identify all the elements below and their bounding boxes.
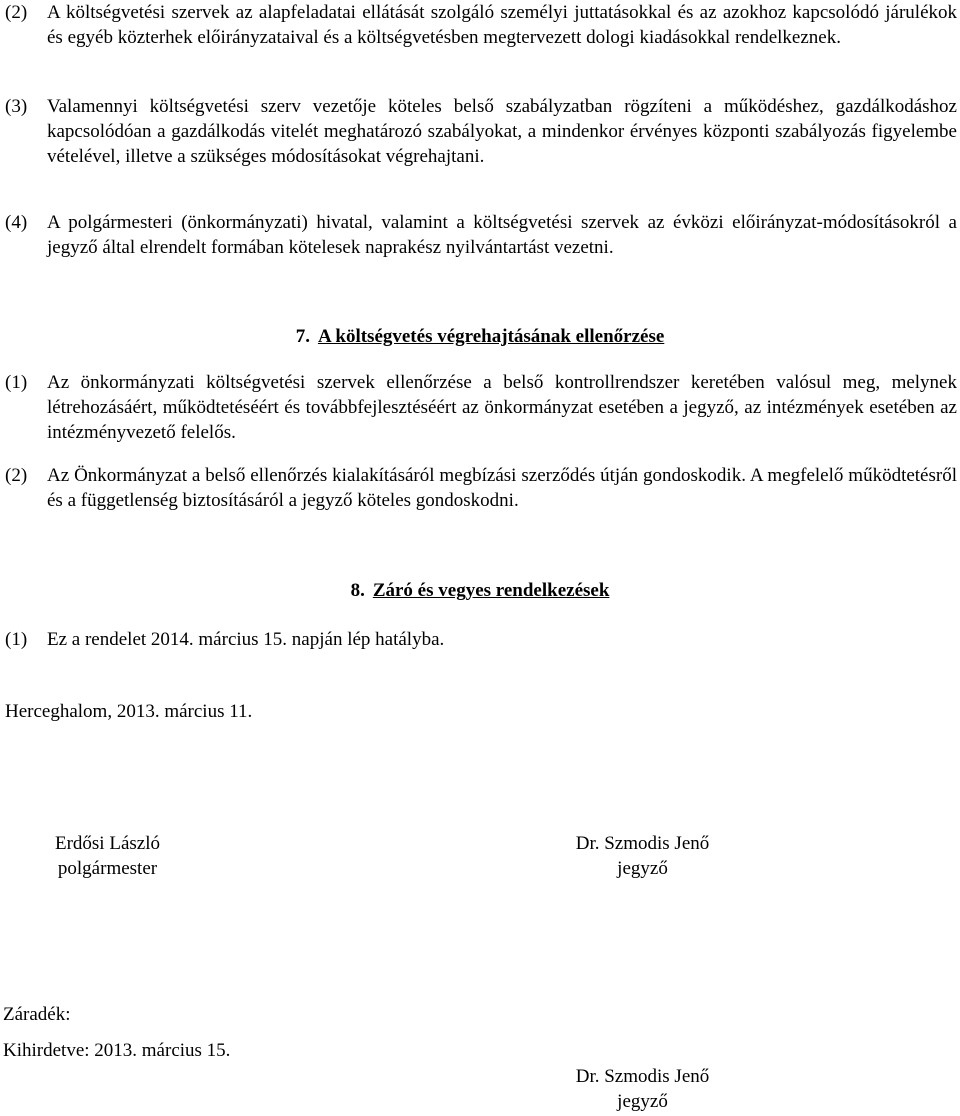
paragraph-text: Ez a rendelet 2014. március 15. napján lép hatályba. <box>47 629 445 650</box>
paragraph-number: (1) <box>5 629 28 650</box>
signer-title: polgármester <box>57 858 158 879</box>
section-title: A költségvetés végrehajtásának ellenőrzése <box>317 326 665 347</box>
clause-label: Záradék: <box>3 1004 71 1025</box>
paragraph-text: Az Önkormányzat a belső ellenőrzés kialakításáról megbízási szerződés útján gondoskodik. A megfelelő működtetésről és a függetlenség biztosításáról a jegyző köteles gondoskodni. <box>47 465 957 511</box>
section-8-heading <box>0 578 960 603</box>
section-8-paragraph-1 <box>5 627 957 652</box>
signature-right <box>555 831 730 881</box>
signer-title: jegyző <box>617 858 668 879</box>
paragraph-2 <box>5 0 957 50</box>
section-7-paragraph-2 <box>5 463 957 513</box>
paragraph-4 <box>5 210 957 260</box>
paragraph-3 <box>5 94 957 169</box>
section-7-heading <box>0 324 960 349</box>
section-7-paragraph-1 <box>5 370 957 445</box>
clause-signature <box>555 1064 730 1114</box>
paragraph-text: Az önkormányzati költségvetési szervek ellenőrzése a belső kontrollrendszer keretében valósul meg, melynek létrehozásáért, működtetéséért és továbbfejlesztéséért az önkormányzat esetében a jegyző, az intézmények esetében az intézményvezető felelős. <box>47 372 957 443</box>
paragraph-text: A polgármesteri (önkormányzati) hivatal, valamint a költségvetési szervek az évközi előirányzat-módosításokról a jegyző által elrendelt formában kötelesek naprakész nyilvántartást vezetni. <box>47 212 957 258</box>
section-number: 7. <box>295 326 310 347</box>
signer-name: Erdősi László <box>54 833 160 854</box>
paragraph-number: (2) <box>5 2 28 23</box>
section-number: 8. <box>350 580 365 601</box>
signer-name: Dr. Szmodis Jenő <box>575 1066 710 1087</box>
paragraph-number: (4) <box>5 212 28 233</box>
signer-title: jegyző <box>617 1091 668 1112</box>
paragraph-text: A költségvetési szervek az alapfeladatai ellátását szolgáló személyi juttatásokkal és az azokhoz kapcsolódó járulékok és egyéb közterhek előirányzataival és a költségvetésben megtervezett dologi kiadásokkal rendelkeznek. <box>47 2 957 48</box>
paragraph-number: (2) <box>5 465 28 486</box>
place-date: Herceghalom, 2013. március 11. <box>5 701 253 722</box>
section-title: Záró és vegyes rendelkezések <box>372 580 610 601</box>
signer-name: Dr. Szmodis Jenő <box>575 833 710 854</box>
signature-left <box>40 831 175 881</box>
clause-text: Kihirdetve: 2013. március 15. <box>3 1040 231 1061</box>
paragraph-number: (3) <box>5 96 28 117</box>
paragraph-number: (1) <box>5 372 28 393</box>
paragraph-text: Valamennyi költségvetési szerv vezetője köteles belső szabályzatban rögzíteni a működéshez, gazdálkodáshoz kapcsolódóan a gazdálkodás vitelét meghatározó szabályokat, a mindenkor érvényes központi szabályozás figyelembe vételével, illetve a szükséges módosításokat végrehajtani. <box>47 96 957 167</box>
